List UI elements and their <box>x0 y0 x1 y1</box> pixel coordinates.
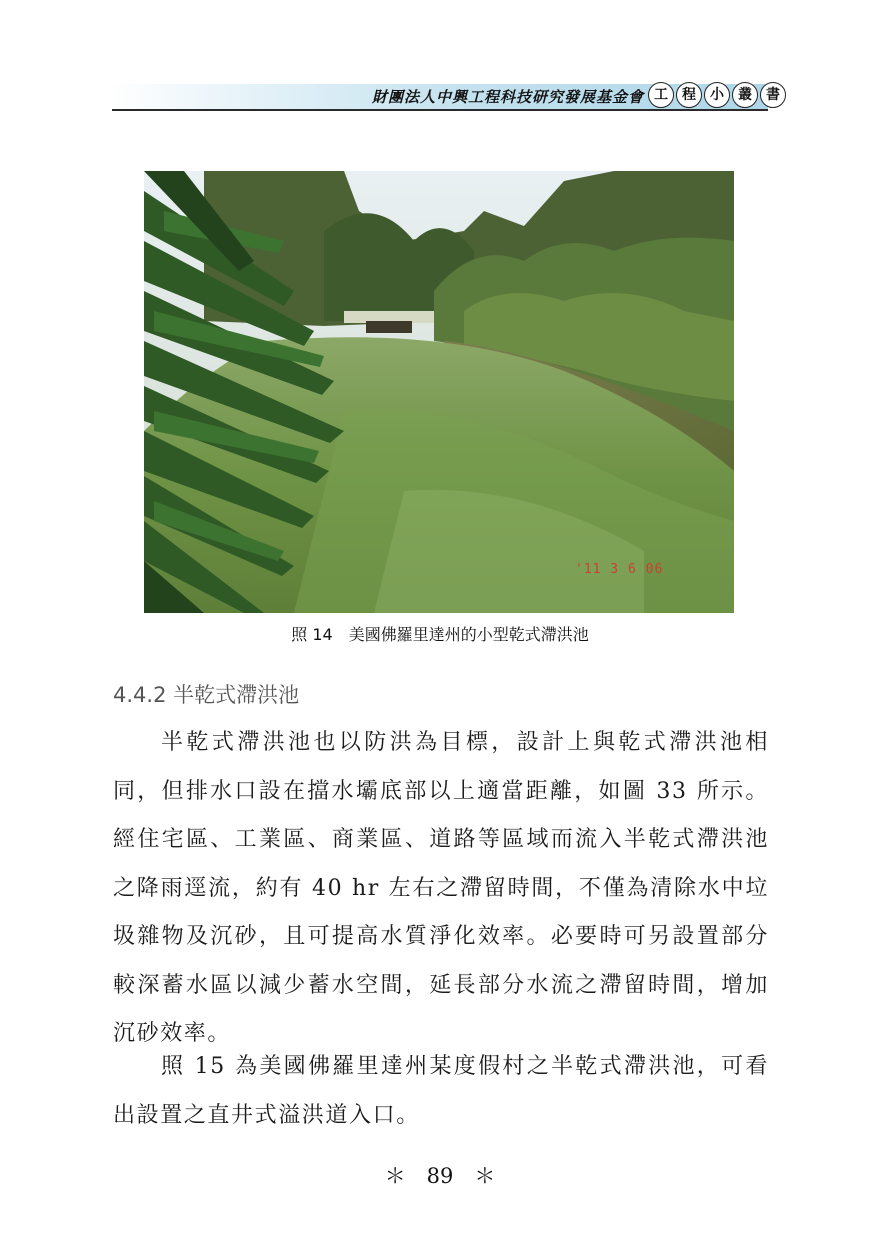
series-badge <box>648 82 786 108</box>
series-char: 叢 <box>732 82 758 108</box>
series-char: 小 <box>704 82 730 108</box>
section-heading: 4.4.2 半乾式滯洪池 <box>113 683 300 707</box>
photo-date-stamp: '11 3 6 06 <box>575 562 664 577</box>
body-paragraph: 半乾式滯洪池也以防洪為目標，設計上與乾式滯洪池相同，但排水口設在擋水壩底部以上適當距離，如圖 33 所示。經住宅區、工業區、商業區、道路等區域而流入半乾式滯洪池之降雨逕流，約有 40 hr 左右之滯留時間，不僅為清除水中垃圾雜物及沉砂，且可提高水質淨化效率。必要時可另設置部分較深蓄水區以減少蓄水空間，延長部分水流之滯留時間，增加沉砂效率。 <box>113 730 769 1046</box>
page-number: ＊ 89 ＊ <box>384 1164 496 1188</box>
header-rule <box>112 109 768 111</box>
photo-dry-detention-pond <box>144 171 734 613</box>
header-title: 財團法人中興工程科技研究發展基金會 <box>371 88 644 106</box>
body-paragraph: 照 15 為美國佛羅里達州某度假村之半乾式滯洪池，可看出設置之直井式溢洪道入口。 <box>113 1054 769 1128</box>
series-char: 工 <box>648 82 674 108</box>
series-char: 書 <box>760 82 786 108</box>
series-char: 程 <box>676 82 702 108</box>
photo-caption: 照 14 美國佛羅里達州的小型乾式滯洪池 <box>291 625 589 644</box>
